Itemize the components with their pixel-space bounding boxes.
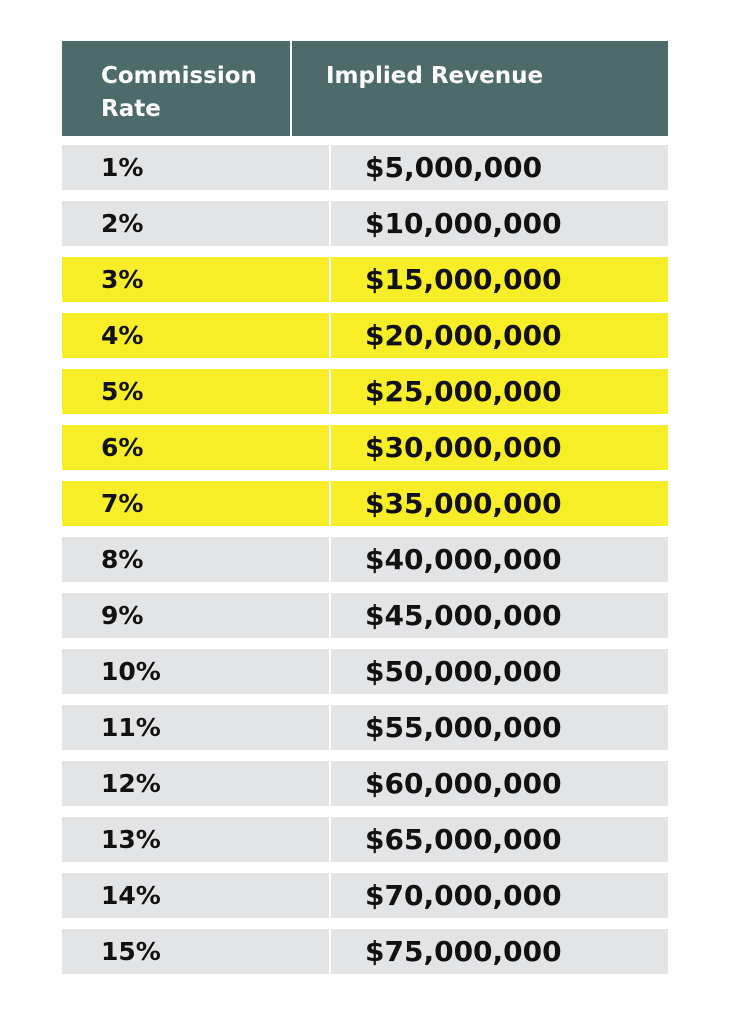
table-row	[62, 817, 668, 862]
table-header	[62, 41, 668, 136]
implied-revenue-cell: $5,000,000	[365, 151, 543, 184]
commission-rate-cell: 14%	[62, 873, 331, 918]
implied-revenue-cell: $30,000,000	[365, 431, 562, 464]
implied-revenue-cell: $15,000,000	[365, 263, 562, 296]
implied-revenue-cell: $60,000,000	[365, 767, 562, 800]
table-row	[62, 481, 668, 526]
table-row	[62, 145, 668, 190]
table-row	[62, 593, 668, 638]
table-row	[62, 873, 668, 918]
commission-rate-cell: 5%	[62, 369, 331, 414]
table-row	[62, 313, 668, 358]
table-row	[62, 649, 668, 694]
table-row	[62, 425, 668, 470]
commission-rate-cell: 11%	[62, 705, 331, 750]
commission-rate-cell: 7%	[62, 481, 331, 526]
table-row	[62, 761, 668, 806]
commission-rate-cell: 9%	[62, 593, 331, 638]
implied-revenue-cell: $65,000,000	[365, 823, 562, 856]
implied-revenue-cell: $40,000,000	[365, 543, 562, 576]
commission-rate-cell: 8%	[62, 537, 331, 582]
implied-revenue-cell: $10,000,000	[365, 207, 562, 240]
commission-revenue-table	[62, 41, 668, 985]
implied-revenue-cell: $55,000,000	[365, 711, 562, 744]
commission-rate-cell: 15%	[62, 929, 331, 974]
commission-rate-cell: 3%	[62, 257, 331, 302]
commission-rate-cell: 1%	[62, 145, 331, 190]
table-row	[62, 929, 668, 974]
implied-revenue-cell: $35,000,000	[365, 487, 562, 520]
implied-revenue-cell: $25,000,000	[365, 375, 562, 408]
implied-revenue-cell: $20,000,000	[365, 319, 562, 352]
commission-rate-cell: 10%	[62, 649, 331, 694]
implied-revenue-cell: $45,000,000	[365, 599, 562, 632]
commission-rate-cell: 2%	[62, 201, 331, 246]
table-row	[62, 369, 668, 414]
implied-revenue-cell: $50,000,000	[365, 655, 562, 688]
table-row	[62, 537, 668, 582]
implied-revenue-cell: $75,000,000	[365, 935, 562, 968]
table-row	[62, 705, 668, 750]
commission-rate-cell: 4%	[62, 313, 331, 358]
table-row	[62, 201, 668, 246]
table-body	[62, 145, 668, 974]
commission-rate-cell: 13%	[62, 817, 331, 862]
commission-rate-cell: 6%	[62, 425, 331, 470]
header-implied-revenue: Implied Revenue	[326, 63, 544, 89]
implied-revenue-cell: $70,000,000	[365, 879, 562, 912]
commission-rate-cell: 12%	[62, 761, 331, 806]
table-row	[62, 257, 668, 302]
header-commission-rate: Commission Rate	[62, 41, 292, 136]
